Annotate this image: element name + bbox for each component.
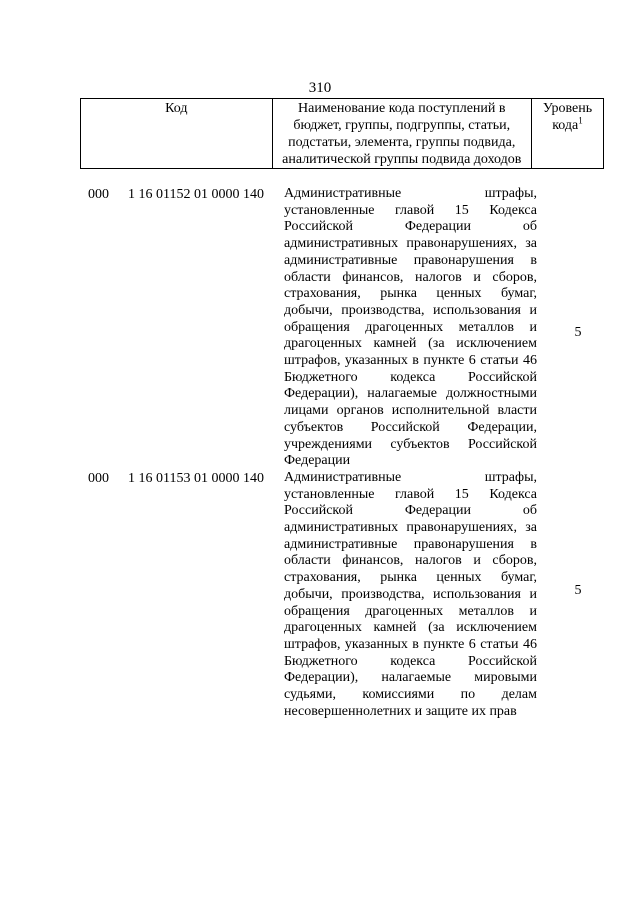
page-number: 310 xyxy=(308,80,332,96)
entry-code: 1 16 01152 01 0000 140 xyxy=(128,187,264,202)
entry-level: 5 xyxy=(574,582,582,598)
entry-level: 5 xyxy=(574,325,582,340)
header-level-footnote: 1 xyxy=(578,115,583,126)
header-code: Код xyxy=(81,99,273,169)
table-row xyxy=(0,186,640,470)
table-header xyxy=(80,98,604,169)
entry-name: Административные штрафы, установленные главой 15 Кодекса Российской Федерации об административных правонарушениях, за административные правонарушения в области финансов, налогов и сборов, страхования, рынка ценных бумаг, добычи, производства, использования и обращения драгоценных металлов и драгоценных камней (за исключением штрафов, указанных в пункте 6 статьи 46 Бюджетного кодекса Российской Федерации), налагаемые мировыми судьями, комиссиями по делам несовершеннолетних и защите их прав xyxy=(284,469,537,719)
entry-name: Административные штрафы, установленные главой 15 Кодекса Российской Федерации об административных правонарушениях, за административные правонарушения в области финансов, налогов и сборов, страхования, рынка ценных бумаг, добычи, производства, использования и обращения драгоценных металлов и драгоценных камней (за исключением штрафов, указанных в пункте 6 статьи 46 Бюджетного кодекса Российской Федерации), налагаемые должностными лицами органов исполнительной власти субъектов Российской Федерации, учреждениями субъектов Российской Федерации xyxy=(284,186,537,469)
entry-code: 1 16 01153 01 0000 140 xyxy=(128,470,264,486)
entries-list xyxy=(0,186,640,721)
header-name: Наименование кода поступлений в бюджет, группы, подгруппы, статьи, подстатьи, элемента, группы подвида, аналитической группы подвида доходов xyxy=(272,99,531,169)
entry-admin-code: 000 xyxy=(88,187,109,202)
table-row xyxy=(0,470,640,721)
header-level: Уровень кода xyxy=(542,101,593,133)
header-level-cell xyxy=(531,99,603,169)
entry-admin-code: 000 xyxy=(88,470,109,486)
